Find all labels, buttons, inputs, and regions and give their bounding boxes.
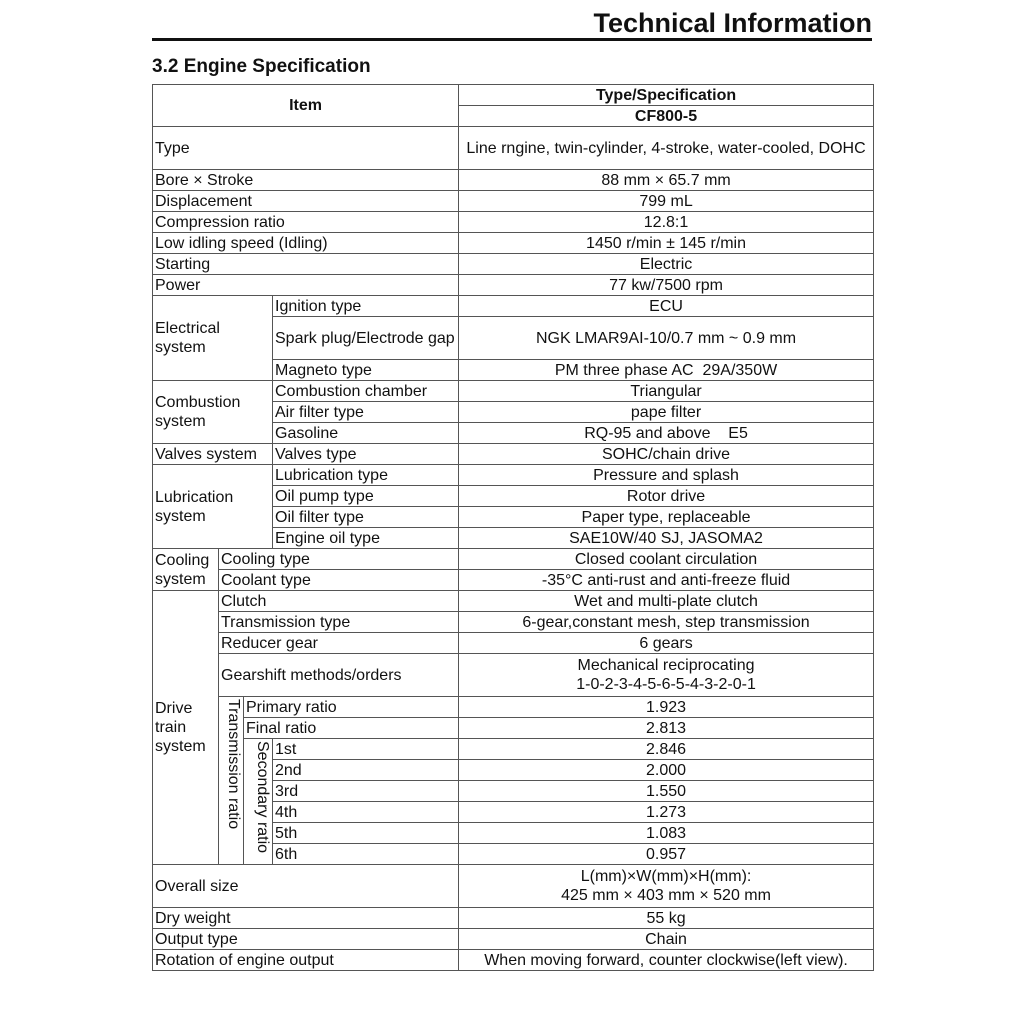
row-value: 88 mm × 65.7 mm bbox=[459, 170, 874, 191]
row-value: Wet and multi-plate clutch bbox=[459, 591, 874, 612]
gear-value: 2.000 bbox=[459, 760, 874, 781]
gear-label: 3rd bbox=[273, 781, 459, 802]
row-label: Output type bbox=[153, 929, 459, 950]
row-label: Engine oil type bbox=[273, 528, 459, 549]
gear-value: 1.550 bbox=[459, 781, 874, 802]
row-value: 12.8:1 bbox=[459, 212, 874, 233]
table-row bbox=[153, 718, 874, 739]
row-value: When moving forward, counter clockwise(left view). bbox=[459, 950, 874, 971]
row-label: Valves type bbox=[273, 444, 459, 465]
table-row bbox=[153, 212, 874, 233]
section-title: 3.2 Engine Specification bbox=[152, 56, 371, 77]
row-label: Gearshift methods/orders bbox=[219, 654, 459, 697]
row-value: NGK LMAR9AI-10/0.7 mm ~ 0.9 mm bbox=[459, 317, 874, 360]
engine-spec-table bbox=[152, 84, 874, 971]
row-label: Lubrication type bbox=[273, 465, 459, 486]
row-label: Air filter type bbox=[273, 402, 459, 423]
row-value bbox=[459, 654, 874, 697]
row-value: 1450 r/min ± 145 r/min bbox=[459, 233, 874, 254]
row-value: 2.813 bbox=[459, 718, 874, 739]
row-label: Low idling speed (Idling) bbox=[153, 233, 459, 254]
row-label: Final ratio bbox=[244, 718, 459, 739]
table-row bbox=[153, 570, 874, 591]
row-label: Transmission type bbox=[219, 612, 459, 633]
row-value: SOHC/chain drive bbox=[459, 444, 874, 465]
row-value: Chain bbox=[459, 929, 874, 950]
row-value: SAE10W/40 SJ, JASOMA2 bbox=[459, 528, 874, 549]
transmission-ratio-label: Transmission ratio bbox=[219, 697, 244, 865]
table-row bbox=[153, 191, 874, 212]
row-label: Power bbox=[153, 275, 459, 296]
value-line: 1-0-2-3-4-5-6-5-4-3-2-0-1 bbox=[576, 676, 756, 693]
row-label: Compression ratio bbox=[153, 212, 459, 233]
gear-label: 5th bbox=[273, 823, 459, 844]
row-value: -35°C anti-rust and anti-freeze fluid bbox=[459, 570, 874, 591]
row-label: Oil pump type bbox=[273, 486, 459, 507]
table-row bbox=[153, 381, 874, 402]
table-row bbox=[153, 275, 874, 296]
row-value: 6 gears bbox=[459, 633, 874, 654]
value-line: 425 mm × 403 mm × 520 mm bbox=[561, 887, 771, 904]
gear-value: 1.273 bbox=[459, 802, 874, 823]
gear-value: 2.846 bbox=[459, 739, 874, 760]
row-label: Starting bbox=[153, 254, 459, 275]
table-row bbox=[153, 697, 874, 718]
table-row bbox=[153, 950, 874, 971]
table-row bbox=[153, 85, 874, 106]
table-row bbox=[153, 739, 874, 760]
row-value: PM three phase AC 29A/350W bbox=[459, 360, 874, 381]
table-row bbox=[153, 612, 874, 633]
row-label: Magneto type bbox=[273, 360, 459, 381]
table-row bbox=[153, 444, 874, 465]
row-value: Triangular bbox=[459, 381, 874, 402]
table-row bbox=[153, 654, 874, 697]
row-label: Clutch bbox=[219, 591, 459, 612]
row-label: Dry weight bbox=[153, 908, 459, 929]
row-label: Cooling type bbox=[219, 549, 459, 570]
header-item: Item bbox=[153, 85, 459, 127]
value-line: Mechanical reciprocating bbox=[577, 657, 755, 674]
table-row bbox=[153, 127, 874, 170]
row-label: Combustion chamber bbox=[273, 381, 459, 402]
row-label: Coolant type bbox=[219, 570, 459, 591]
row-value: 799 mL bbox=[459, 191, 874, 212]
row-label: Oil filter type bbox=[273, 507, 459, 528]
row-value: Paper type, replaceable bbox=[459, 507, 874, 528]
table-row bbox=[153, 254, 874, 275]
row-value: Rotor drive bbox=[459, 486, 874, 507]
table-row bbox=[153, 929, 874, 950]
row-label: Bore × Stroke bbox=[153, 170, 459, 191]
table-row bbox=[153, 591, 874, 612]
row-value: 1.923 bbox=[459, 697, 874, 718]
value-line: L(mm)×W(mm)×H(mm): bbox=[580, 868, 752, 885]
table-row bbox=[153, 908, 874, 929]
row-label: Spark plug/Electrode gap bbox=[273, 317, 459, 360]
row-value: Electric bbox=[459, 254, 874, 275]
row-value: ECU bbox=[459, 296, 874, 317]
header-model: CF800-5 bbox=[459, 106, 874, 127]
gear-label: 2nd bbox=[273, 760, 459, 781]
gear-label: 6th bbox=[273, 844, 459, 865]
group-label: Electrical system bbox=[153, 296, 273, 381]
row-label: Primary ratio bbox=[244, 697, 459, 718]
table-row bbox=[153, 633, 874, 654]
row-label: Ignition type bbox=[273, 296, 459, 317]
group-label: Cooling system bbox=[153, 549, 219, 591]
table-row bbox=[153, 549, 874, 570]
row-value: Closed coolant circulation bbox=[459, 549, 874, 570]
row-value: 77 kw/7500 rpm bbox=[459, 275, 874, 296]
row-label: Rotation of engine output bbox=[153, 950, 459, 971]
row-label: Displacement bbox=[153, 191, 459, 212]
gear-value: 0.957 bbox=[459, 844, 874, 865]
row-label: Gasoline bbox=[273, 423, 459, 444]
table-row bbox=[153, 170, 874, 191]
row-label: Type bbox=[153, 127, 459, 170]
row-value: 6-gear,constant mesh, step transmission bbox=[459, 612, 874, 633]
row-value: Pressure and splash bbox=[459, 465, 874, 486]
row-value: Line rngine, twin-cylinder, 4-stroke, water-cooled, DOHC bbox=[459, 127, 874, 170]
row-label: Overall size bbox=[153, 865, 459, 908]
table-row bbox=[153, 296, 874, 317]
row-value: 55 kg bbox=[459, 908, 874, 929]
row-value bbox=[459, 865, 874, 908]
table-row bbox=[153, 865, 874, 908]
table-row bbox=[153, 233, 874, 254]
group-label: Drive train system bbox=[153, 591, 219, 865]
gear-label: 1st bbox=[273, 739, 459, 760]
gear-label: 4th bbox=[273, 802, 459, 823]
row-value: pape filter bbox=[459, 402, 874, 423]
row-label: Reducer gear bbox=[219, 633, 459, 654]
group-label: Lubrication system bbox=[153, 465, 273, 549]
table-row bbox=[153, 465, 874, 486]
gear-value: 1.083 bbox=[459, 823, 874, 844]
group-label: Valves system bbox=[153, 444, 273, 465]
row-value: RQ-95 and above E5 bbox=[459, 423, 874, 444]
header-type-spec: Type/Specification bbox=[459, 85, 874, 106]
secondary-ratio-label: Secondary ratio bbox=[244, 739, 273, 865]
group-label: Combustion system bbox=[153, 381, 273, 444]
page-header: Technical Information bbox=[152, 4, 872, 41]
